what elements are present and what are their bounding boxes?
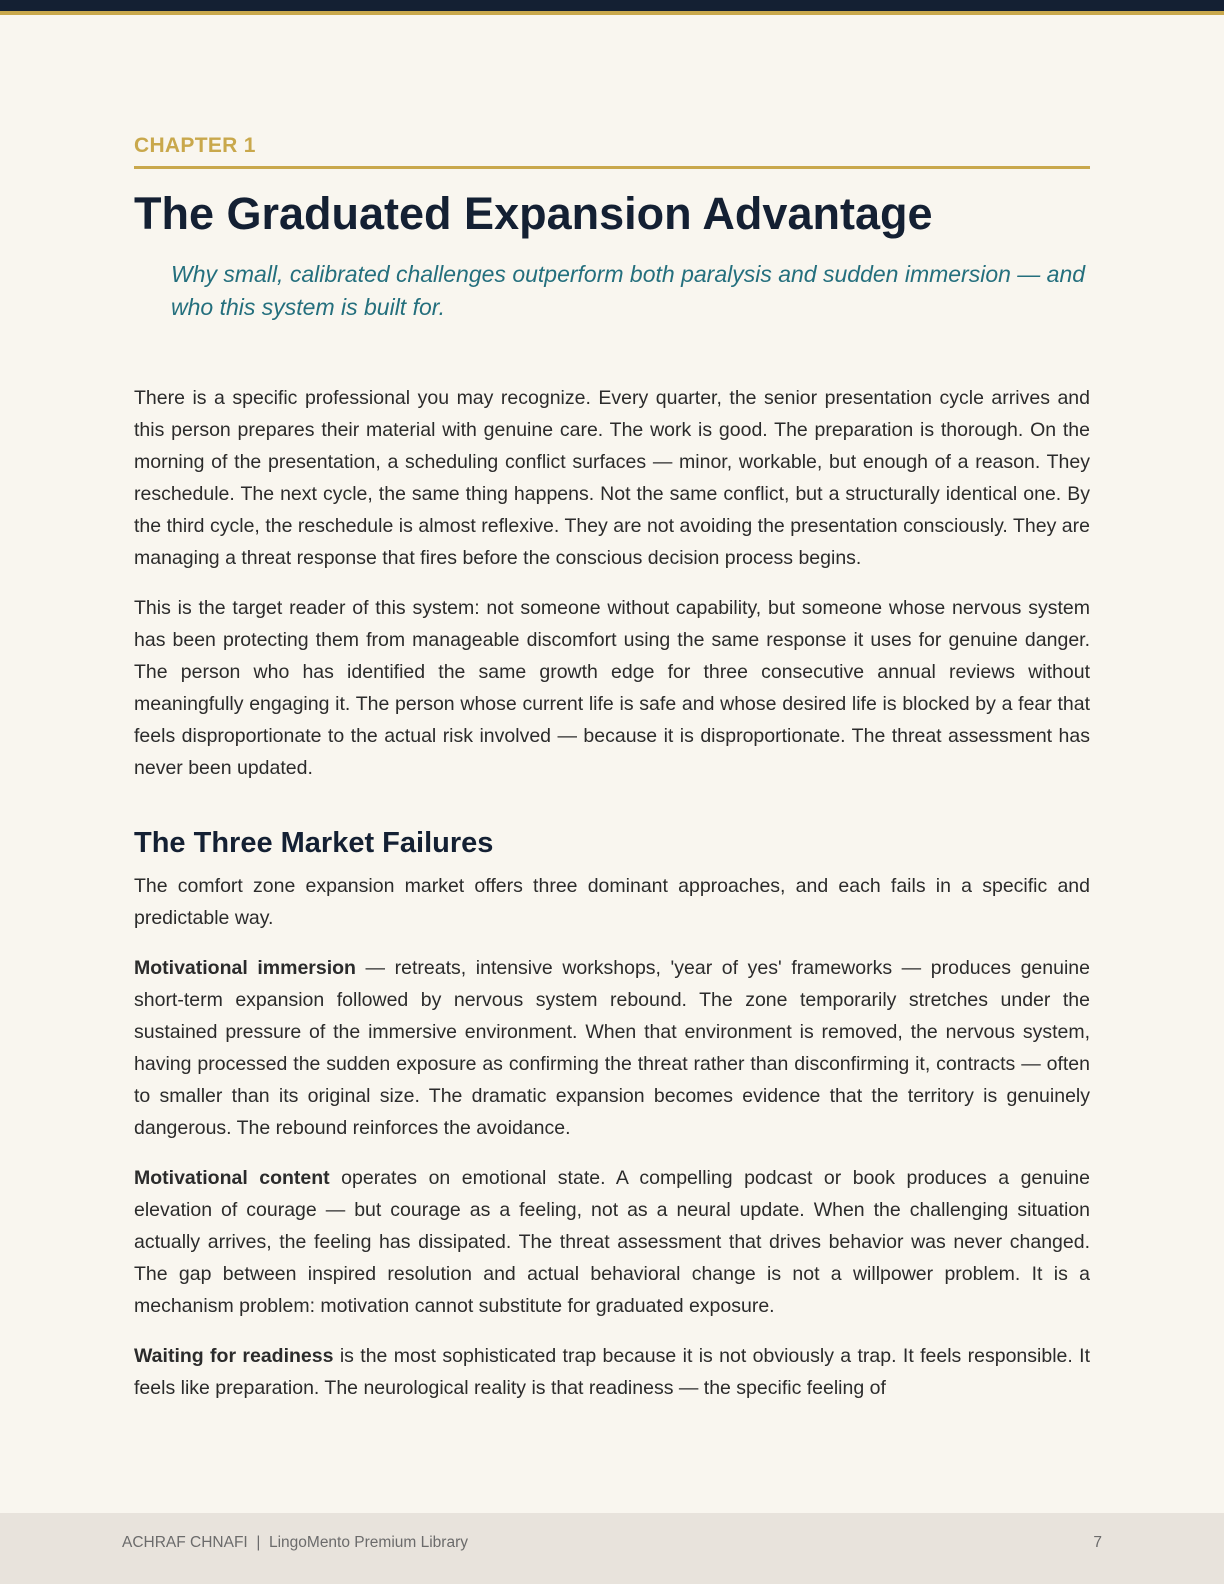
failure-paragraph-readiness xyxy=(134,1340,1090,1404)
chapter-title: The Graduated Expansion Advantage xyxy=(134,188,933,239)
chapter-label: CHAPTER 1 xyxy=(134,132,1090,169)
bold-term: Waiting for readiness xyxy=(134,1345,334,1367)
failure-paragraph-immersion xyxy=(134,952,1090,1144)
paragraph-text: — retreats, intensive workshops, 'year of yes' frameworks — produces genuine short-term expansion followed by nervous system rebound. The zone temporarily stretches under the sustained pressure of the immersive environment. When that environment is removed, the nervous system, having processed the sudden exposure as confirming the threat rather than disconfirming it, contracts — often to smaller than its original size. The dramatic expansion becomes evidence that the territory is genuinely dangerous. The rebound reinforces the avoidance. xyxy=(134,957,1090,1139)
page-number: 7 xyxy=(1093,1534,1102,1551)
paragraph-text: operates on emotional state. A compelling podcast or book produces a genuine elevation of courage — but courage as a feeling, not as a neural update. When the challenging situation actually arrives, the feeling has dissipated. The threat assessment that drives behavior was never changed. The gap between inspired resolution and actual behavioral change is not a willpower problem. It is a mechanism problem: motivation cannot substitute for graduated exposure. xyxy=(134,1167,1090,1317)
section-intro: The comfort zone expansion market offers three dominant approaches, and each fails in a specific and predictable way. xyxy=(134,875,1090,929)
chapter-subtitle: Why small, calibrated challenges outperform both paralysis and sudden immersion — and who this system is built for. xyxy=(171,261,1086,320)
bold-term: Motivational immersion xyxy=(134,957,356,979)
bold-term: Motivational content xyxy=(134,1167,330,1189)
top-bar xyxy=(0,0,1224,11)
section-heading: The Three Market Failures xyxy=(134,827,494,859)
page-content xyxy=(134,132,1090,1404)
body-paragraph: This is the target reader of this system: not someone without capability, but someone whose nervous system has been protecting them from manageable discomfort using the same response it uses for genuine danger. The person who has identified the same growth edge for three consecutive annual reviews without meaningfully engaging it. The person whose current life is safe and whose desired life is blocked by a fear that feels disproportionate to the actual risk involved — because it is disproportionate. The threat assessment has never been updated. xyxy=(134,597,1090,779)
footer-author-library: ACHRAF CHNAFI | LingoMento Premium Library xyxy=(122,1534,468,1551)
top-accent-rule xyxy=(0,11,1224,15)
paragraph-text: is the most sophisticated trap because it is not obviously a trap. It feels responsible. It feels like preparation. The neurological reality is that readiness — the specific feeling of xyxy=(134,1345,1091,1399)
body-paragraph: There is a specific professional you may recognize. Every quarter, the senior presentation cycle arrives and this person prepares their material with genuine care. The work is good. The preparation is thorough. On the morning of the presentation, a scheduling conflict surfaces — minor, workable, but enough of a reason. They reschedule. The next cycle, the same thing happens. Not the same conflict, but a structurally identical one. By the third cycle, the reschedule is almost reflexive. They are not avoiding the presentation consciously. They are managing a threat response that fires before the conscious decision process begins. xyxy=(134,387,1090,569)
failure-paragraph-content xyxy=(134,1162,1090,1322)
